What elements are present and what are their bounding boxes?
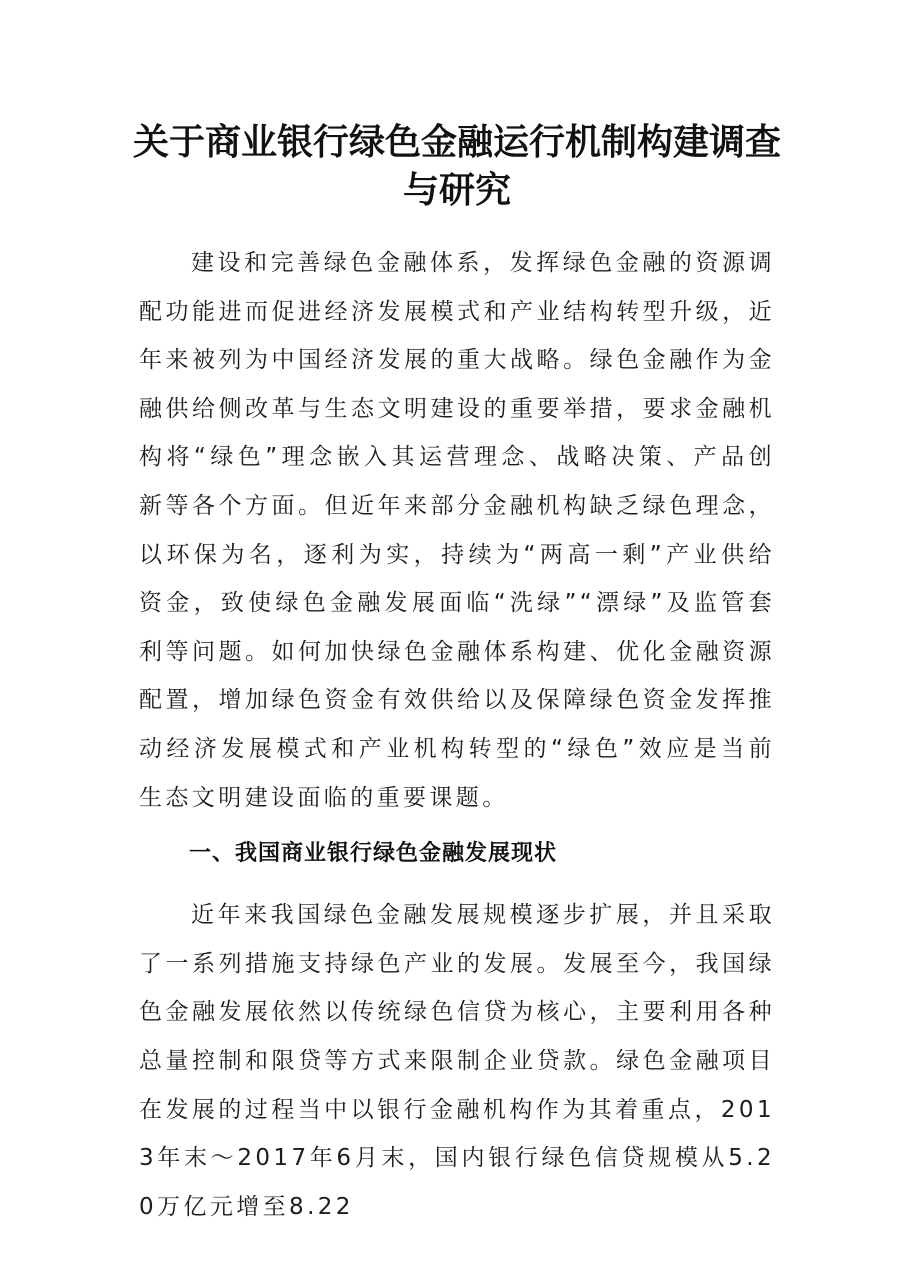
intro-paragraph: 建设和完善绿色金融体系，发挥绿色金融的资源调配功能进而促进经济发展模式和产业结构转型升级，近年来被列为中国经济发展的重大战略。绿色金融作为金融供给侧改革与生态文明建设的重要举措，要求金融机构将“绿色”理念嵌入其运营理念、战略决策、产品创新等各个方面。但近年来部分金融机构缺乏绿色理念，以环保为名，逐利为实，持续为“两高一剩”产业供给资金，致使绿色金融发展面临“洗绿”“漂绿”及监管套利等问题。如何加快绿色金融体系构建、优化金融资源配置，增加绿色资金有效供给以及保障绿色资金发挥推动经济发展模式和产业机构转型的“绿色”效应是当前生态文明建设面临的重要课题。 — [139, 250, 775, 811]
document-page — [132, 118, 781, 1231]
document-title: 关于商业银行绿色金融运行机制构建调查与研究 — [132, 121, 781, 211]
section-paragraph: 近年来我国绿色金融发展规模逐步扩展，并且采取了一系列措施支持绿色产业的发展。发展至今，我国绿色金融发展依然以传统绿色信贷为核心，主要利用各种总量控制和限贷等方式来限制企业贷款。绿色金融项目在发展的过程当中以银行金融机构作为其着重点，2013年末～2017年6月末，国内银行绿色信贷规模从5.20万亿元增至8.22 — [139, 902, 775, 1220]
section-heading: 一、我国商业银行绿色金融发展现状 — [189, 841, 558, 867]
